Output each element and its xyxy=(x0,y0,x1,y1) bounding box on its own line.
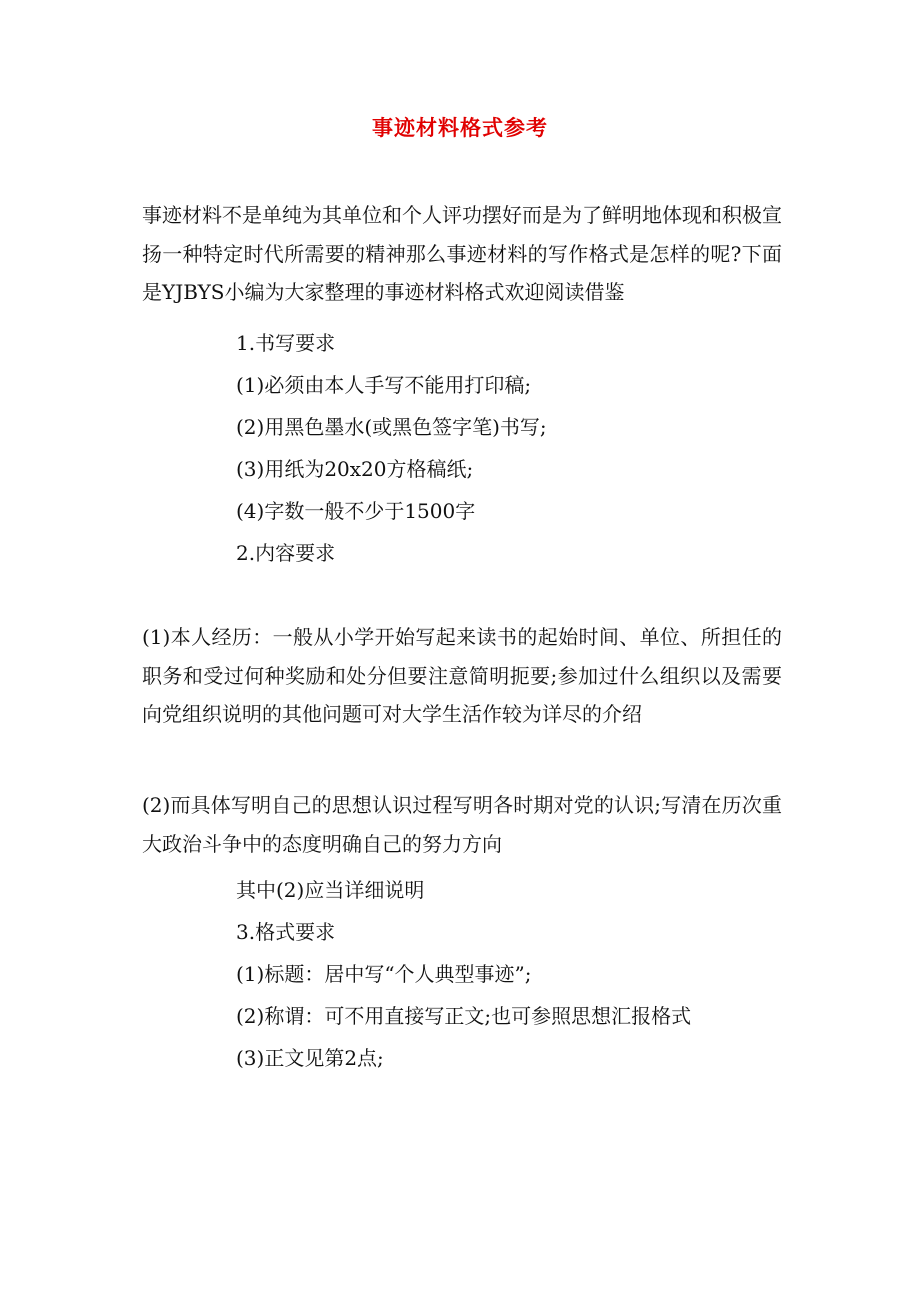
section-3-item-2: (2)称谓：可不用直接写正文;也可参照思想汇报格式 xyxy=(236,1004,692,1028)
section-1-item-2: (2)用黑色墨水(或黑色签字笔)书写; xyxy=(236,415,547,439)
section-2-note: 其中(2)应当详细说明 xyxy=(236,878,425,902)
section-2-paragraph-2: (2)而具体写明自己的思想认识过程写明各时期对党的认识;写清在历次重大政治斗争中的态度明确自己的努力方向 xyxy=(142,793,782,856)
section-3-heading: 3.格式要求 xyxy=(236,920,336,944)
section-1-item-1: (1)必须由本人手写不能用打印稿; xyxy=(236,373,532,397)
section-2-paragraph-1: (1)本人经历：一般从小学开始写起来读书的起始时间、单位、所担任的职务和受过何种奖励和处分但要注意简明扼要;参加过什么组织以及需要向党组织说明的其他问题可对大学生活作较为详尽的介绍 xyxy=(142,625,782,726)
section-1-item-3: (3)用纸为20x20方格稿纸; xyxy=(236,457,474,481)
section-1-heading: 1.书写要求 xyxy=(236,331,336,355)
section-1-item-4: (4)字数一般不少于1500字 xyxy=(236,499,476,523)
document-title: 事迹材料格式参考 xyxy=(372,115,548,140)
section-3-item-3: (3)正文见第2点; xyxy=(236,1046,384,1070)
section-3-item-1: (1)标题：居中写“个人典型事迹”; xyxy=(236,962,532,986)
intro-paragraph: 事迹材料不是单纯为其单位和个人评功摆好而是为了鲜明地体现和积极宣扬一种特定时代所需要的精神那么事迹材料的写作格式是怎样的呢?下面是YJBYS小编为大家整理的事迹材料格式欢迎阅读借鉴 xyxy=(142,203,782,304)
section-2-heading: 2.内容要求 xyxy=(236,541,336,565)
